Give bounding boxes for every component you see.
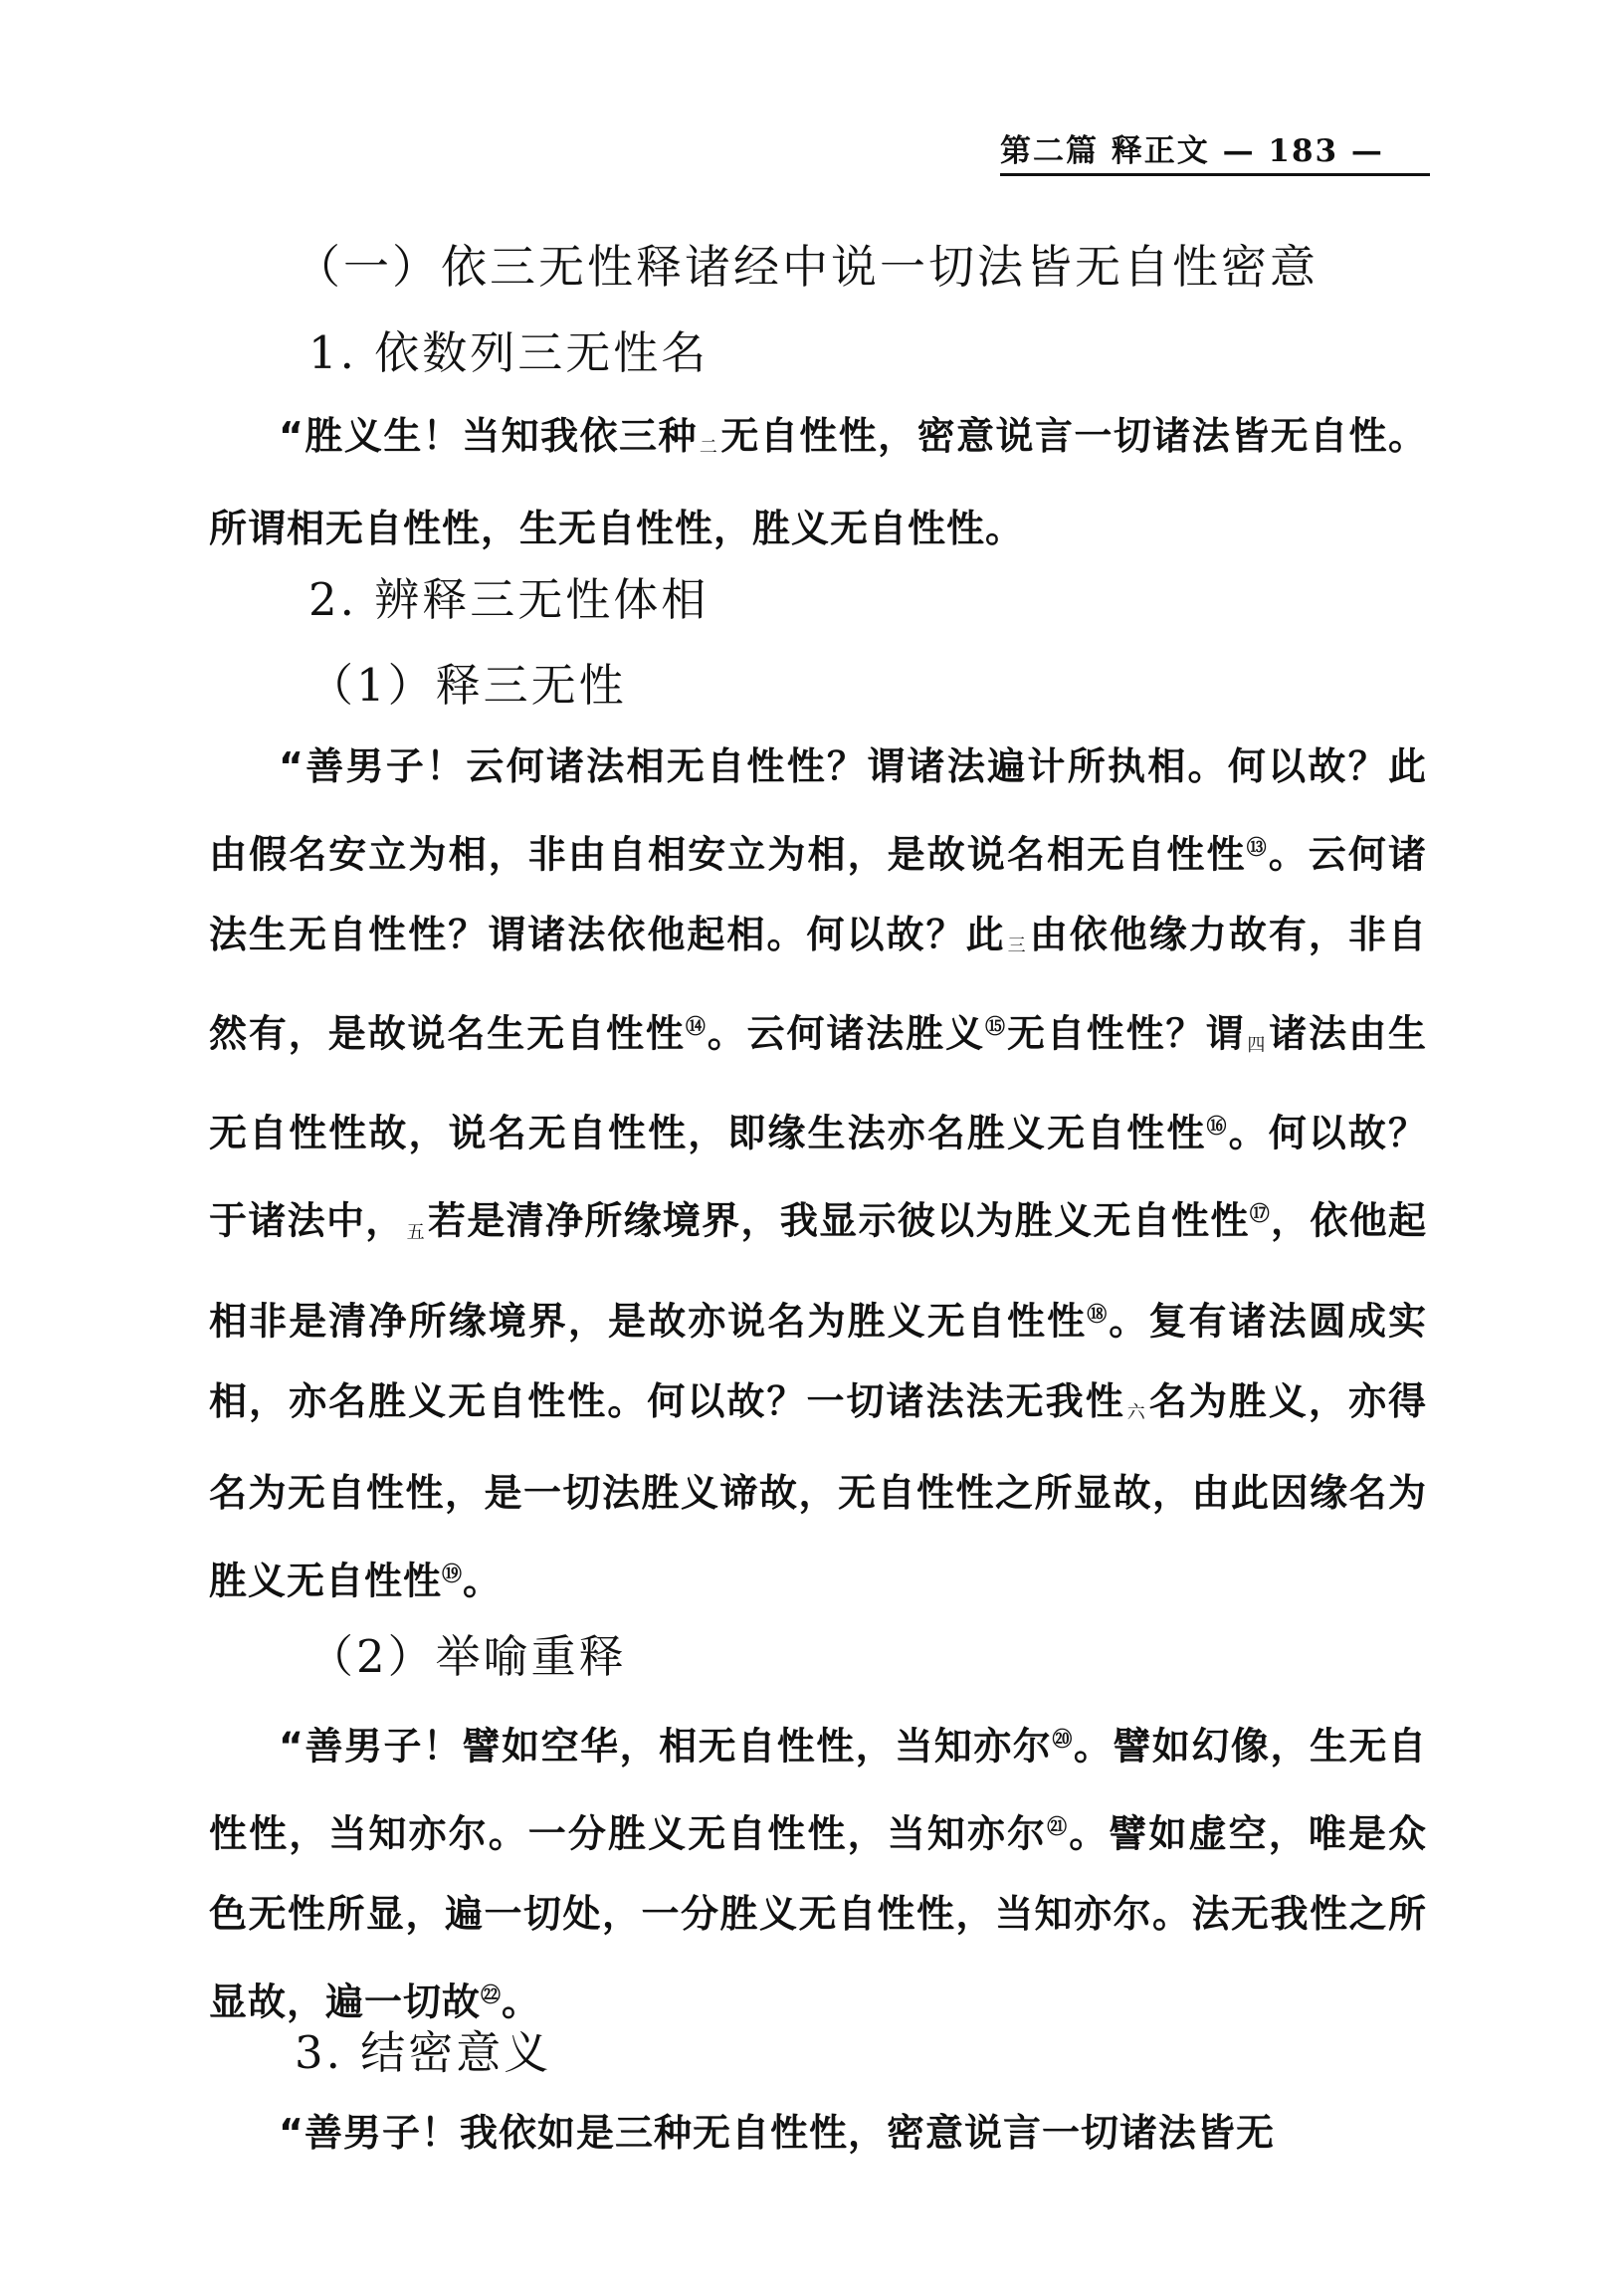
- endnote-marker: ㉑: [1047, 1814, 1070, 1839]
- endnote-marker: ⑰: [1249, 1201, 1272, 1226]
- endnote-marker: ⑬: [1246, 834, 1269, 859]
- variant-marker: 六: [1126, 1401, 1147, 1423]
- subheading-3: 3. 结密意义: [295, 2026, 552, 2079]
- subheading-2-1: （1）释三无性: [308, 659, 627, 712]
- endnote-marker: ⑮: [985, 1014, 1007, 1039]
- endnote-marker: ⑳: [1052, 1727, 1074, 1751]
- variant-marker: 二: [699, 437, 719, 458]
- variant-marker: 四: [1247, 1034, 1268, 1056]
- paragraph-2: “善男子！云何诸法相无自性性？谓诸法遍计所执相。何以故？此由假名安立为相，非由自相安立为相，是故说名相无自性性⑬。云何诸法生无自性性？谓诸法依他起相。何以故？此 三由依他缘力故有，非自然有，是故说名生无自性性⑭。云何诸法胜义⑮无自性性？谓 四诸法由生无自性性故，说名无自性性，即缘生法亦名胜义无自性性⑯。何以故？于诸法中， 五若是清净所缘境界，我显示彼以为胜义无自性性⑰，依他起相非是清净所缘境界，是故亦说名为胜义无自性性⑱。复有诸法圆成实相，亦名胜义无自性性。何以故？一切诸法法无我性 六名为胜义，亦得名为无自性性，是一切法胜义谛故，无自性性之所显故，由此因缘名为胜义无自性性⑲。: [209, 744, 1427, 1603]
- paragraph-3: “善男子！譬如空华，相无自性性，当知亦尔⑳。譬如幻像，生无自性性，当知亦尔。一分胜义无自性性，当知亦尔$^㉑$。譬如虚空，唯是众色无性所显，遍一切处，一分胜义无自性性，当知亦尔。法无我性之所显故，遍一切故$^㉒$。: [209, 1724, 1427, 2024]
- endnote-marker: ⑭: [685, 1014, 708, 1039]
- subheading-2-2: （2）举喻重释: [308, 1630, 627, 1683]
- subheading-2: 2. 辨释三无性体相: [308, 573, 710, 626]
- section-heading-1: （一）依三无性释诸经中说一切法皆无自性密意: [295, 240, 1319, 294]
- header-rule: [1000, 173, 1430, 176]
- paragraph-1: “胜义生！当知我依三种 二无自性性，密意说言一切诸法皆无自性。所谓相无自性性，生无自性性，胜义无自性性。: [209, 414, 1427, 550]
- endnote-marker: ㉒: [481, 1981, 503, 2006]
- variant-marker: 三: [1007, 935, 1028, 956]
- running-head: 第二篇 释正文 — 183 —: [1000, 133, 1384, 169]
- endnote-marker: ⑱: [1087, 1301, 1110, 1326]
- endnote-marker: ⑯: [1206, 1114, 1229, 1139]
- subheading-1: 1. 依数列三无性名: [308, 326, 710, 379]
- variant-marker: 五: [406, 1222, 426, 1244]
- endnote-marker: ⑲: [442, 1561, 464, 1585]
- paragraph-4: “善男子！我依如是三种无自性性，密意说言一切诸法皆无: [279, 2111, 1275, 2155]
